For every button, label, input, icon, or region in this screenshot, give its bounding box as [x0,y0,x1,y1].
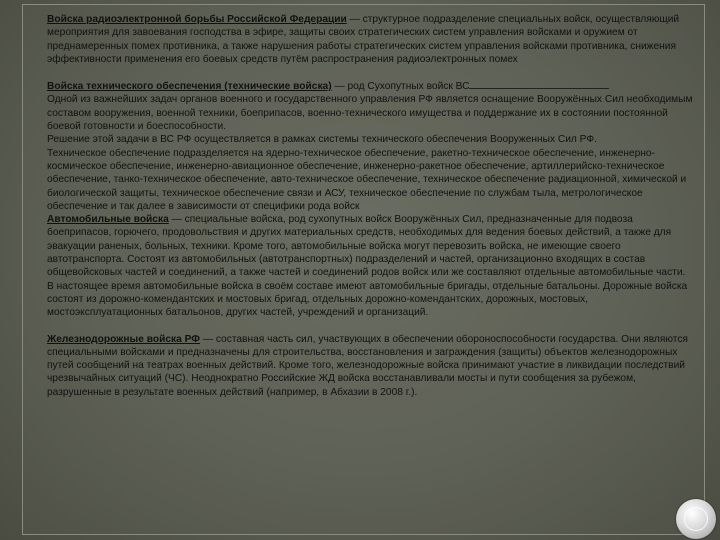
paragraph-tech-solution: Решение этой задачи в ВС РФ осуществляется в рамках системы технического обеспечения Вооруженных Сил РФ. [47,134,597,146]
paragraph-auto-troops [47,213,693,319]
text-auto-troops: — специальные войска, род сухопутных войск Вооружённых Сил, предназначенные для подвоза боеприпасов, горючего, продовольствия и других материальных средств, необходимых для ведения боевых действий, а также для эвакуации раненых, больных, техники. Кроме того, автомобильные войска могут перевозить войска, не имеющие своего автотранспорта. Состоят из автомобильных (автотранспортных) подразделений и частей, организационно входящих в состав общевойсковых частей и соединений, а также частей и соединений родов войск или же составляют отдельные автомобильные части. В настоящее время автомобильные войска в своём составе имеют автомобильные бригады, отдельные батальоны. Дорожные войска состоят из дорожно-комендантских и мостовых бригад, отдельных дорожно-комендантских, дорожных, мостовых, мостоэксплуатационных батальонов, других частей, учреждений и организаций. [47,214,688,319]
underline-rule [469,79,609,89]
paragraph-tech-types: Техническое обеспечение подразделяется на ядерно-техническое обеспечение, ракетно-техническое обеспечение, инженерно-космическое обеспечение, инженерно-авиационное обеспечение, инженерно-ракетное обеспечение, артиллерийско-техническое обеспечение, танко-техническое обеспечение, авто-техническое обеспечение, техническое обеспечение радиационной, химической и биологической защиты, техническое обеспечение связи и АСУ, техническое обеспечение по службам тыла, метрологическое обеспечение и так далее в зависимости от специфики рода войск [47,147,687,212]
paragraph-ewf [47,13,693,66]
heading-rail-troops: Железнодорожные войска РФ [47,333,200,345]
paragraph-rail-troops [47,333,693,399]
paragraph-tech-troops [47,79,693,93]
text-rail-troops: — составная часть сил, участвующих в обеспечении обороноспособности государства. Они являются специальными войсками и предназначены для строительства, восстановления и заграждения (защиты) объектов железнодорожных путей сообщений на театрах военных действий. Кроме того, железнодорожные войска принимают участие в ликвидации последствий чрезвычайных ситуаций (ЧС). Неоднократно Российские ЖД войска восстанавливали мосты и пути сообщения за рубежом, разрушенные в результате военных действий (например, в Абхазии в 2008 г.). [47,333,688,398]
text-tech-troops: — род Сухопутных войск ВС [331,81,470,93]
paragraph-tech-task: Одной из важнейших задач органов военного и государственного управления РФ является оснащение Вооружённых Сил необходимым составом вооружения, военной техники, боеприпасов, военно-технического имущества и поддержание их в состоянии постоянной боевой готовности и боеспособности. [47,94,693,133]
slide-text-body [47,13,693,399]
heading-ewf: Войска радиоэлектронной борьбы Российской Федерации [47,14,347,25]
text-ewf: — структурное подразделение специальных войск, осуществляющий мероприятия для завоевания господства в эфире, защиты своих стратегических систем управления войсками и оружием от преднамеренных помех противника, а также нарушения работы стратегических систем управления войсками противника, снижения эффективности применения его боевых средств путём распространения радиоэлектронных помех [47,14,680,65]
heading-tech-troops: Войска технического обеспечения (технические войска) [47,81,332,93]
heading-auto-troops: Автомобильные войска [47,214,169,226]
slide-nav-button[interactable] [676,499,716,539]
